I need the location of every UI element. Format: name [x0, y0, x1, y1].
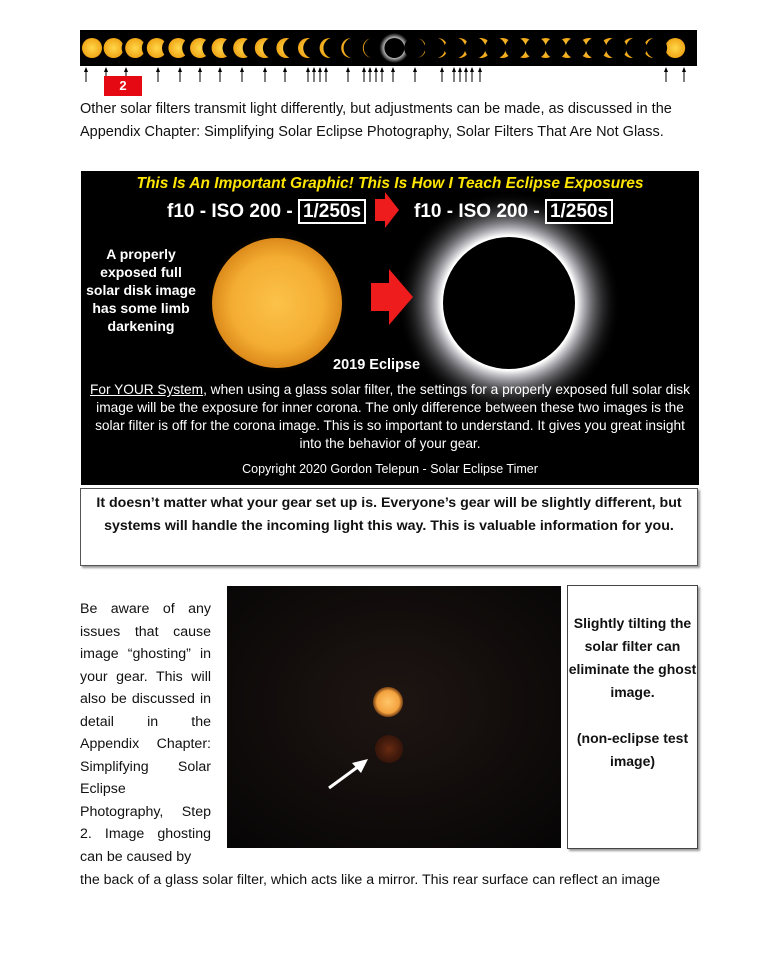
- contact-arrow-head: [283, 67, 287, 72]
- figure-number-badge: 2: [104, 76, 142, 96]
- eclipse-phases-graphic: [80, 30, 697, 66]
- contact-arrow-head: [312, 67, 316, 72]
- contact-arrow-head: [218, 67, 222, 72]
- eclipse-phase: [404, 38, 426, 59]
- emphasis-text: For YOUR System: [90, 382, 204, 397]
- contact-arrow-head: [682, 67, 686, 72]
- contact-arrow-head: [324, 67, 328, 72]
- shutter-speed-box: 1/250s: [298, 199, 366, 224]
- eclipse-year-label: 2019 Eclipse: [333, 357, 421, 373]
- contact-arrow-head: [413, 67, 417, 72]
- shutter-speed-box: 1/250s: [545, 199, 613, 224]
- corona-exposure-settings: [414, 201, 613, 223]
- graphic-headline: This Is An Important Graphic! This Is How I Teach Eclipse Exposures: [136, 175, 644, 192]
- contact-arrow-head: [452, 67, 456, 72]
- contact-arrow-head: [458, 67, 462, 72]
- filtered-exposure-settings: [167, 201, 366, 223]
- explanation-text: , when using a glass solar filter, the settings for a properly exposed full solar disk image will be the exposure for inner corona. The only difference between these two images is the solar filter is off for the corona image. This is so important to understand. It gives you great insight into the behavior of your gear.: [95, 382, 690, 451]
- contact-arrow-head: [664, 67, 668, 72]
- contact-arrow-head: [374, 67, 378, 72]
- moon-disk: [443, 237, 575, 369]
- callout-box: [80, 488, 698, 566]
- ghost-photo-art: [227, 586, 561, 848]
- contact-arrow-head: [346, 67, 350, 72]
- eclipse-phase: [424, 38, 447, 59]
- ghost-image-photo: [227, 586, 561, 848]
- eclipse-phase: [341, 38, 364, 59]
- graphic-explanation: [89, 381, 691, 453]
- exposure-graphic-panel: [81, 171, 699, 485]
- contact-arrow-head: [380, 67, 384, 72]
- contact-arrow-head: [240, 67, 244, 72]
- tilt-tip-text: Slightly tilting the solar filter can eliminate the ghost image.: [568, 615, 697, 700]
- contact-arrow-head: [440, 67, 444, 72]
- sun-image: [373, 687, 403, 717]
- copyright-line: Copyright 2020 Gordon Telepun - Solar Eclipse Timer: [242, 462, 538, 476]
- arrow-top: [375, 192, 399, 228]
- tilt-tip-box: [567, 585, 698, 849]
- contact-arrow-head: [368, 67, 372, 72]
- exposure-prefix: f10 - ISO 200 -: [167, 201, 298, 222]
- eclipse-phase: [646, 38, 685, 59]
- intro-paragraph: Other solar filters transmit light differently, but adjustments can be made, as discussed in the Appendix Chapter: Simplifying Solar Eclipse Photography, Solar Filters That Are Not Glass.: [80, 101, 672, 140]
- contact-arrow-marks: [80, 66, 697, 86]
- eclipse-phase: [82, 38, 102, 58]
- callout-text: It doesn’t matter what your gear set up is. Everyone’s gear will be slightly different, but systems will handle the incoming light this way. This is valuable information for you.: [96, 495, 682, 534]
- test-image-note: (non-eclipse test image): [576, 730, 689, 769]
- ghosting-paragraph: Be aware of any issues that cause image “ghosting” in your gear. This will also be discussed in detail in the Appendix Chapter: Simplifying Solar Eclipse Photography, Step 2. Image ghosting can be caused by: [80, 601, 211, 865]
- contact-arrow-head: [104, 67, 108, 72]
- contact-arrow-head: [306, 67, 310, 72]
- filtered-sun-disk: [212, 238, 342, 368]
- ghost-reflection: [375, 735, 403, 763]
- eclipse-sequence-strip: [80, 30, 697, 66]
- contact-arrow-head: [391, 67, 395, 72]
- contact-arrow-head: [84, 67, 88, 72]
- contact-arrow-head: [470, 67, 474, 72]
- contact-arrow-head: [178, 67, 182, 72]
- contact-arrow-head: [362, 67, 366, 72]
- continuation-line: the back of a glass solar filter, which acts like a mirror. This rear surface can reflect an image: [80, 872, 661, 888]
- exposure-prefix: f10 - ISO 200 -: [414, 201, 545, 222]
- contact-arrow-head: [318, 67, 322, 72]
- contact-arrow-head: [124, 67, 128, 72]
- contact-arrow-head: [263, 67, 267, 72]
- contact-arrow-head: [478, 67, 482, 72]
- contact-arrow-head: [464, 67, 468, 72]
- contact-arrow-head: [198, 67, 202, 72]
- contact-arrow-head: [156, 67, 160, 72]
- sun-caption: A properly exposed full solar disk image has some limb darkening: [86, 246, 196, 334]
- eclipse-phase: [320, 38, 345, 59]
